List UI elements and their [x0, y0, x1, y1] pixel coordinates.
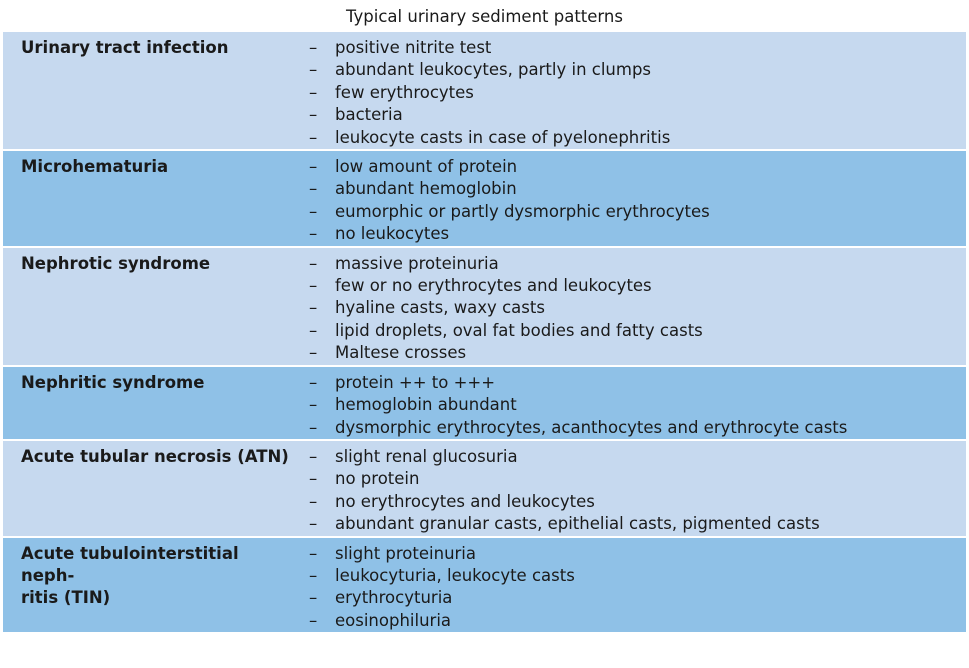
- condition-label: Acute tubular necrosis (ATN): [21, 446, 289, 466]
- finding-text: abundant leukocytes, partly in clumps: [335, 60, 652, 80]
- finding-text: few erythrocytes: [335, 82, 474, 102]
- table-title: Typical urinary sediment patterns: [346, 7, 623, 26]
- finding-item: [289, 491, 966, 513]
- finding-text: eumorphic or partly dysmorphic erythrocytes: [335, 201, 710, 221]
- table-row: [3, 248, 966, 367]
- condition-label: Nephrotic syndrome: [21, 253, 211, 273]
- table-row: [3, 32, 966, 151]
- finding-text: abundant hemoglobin: [335, 179, 517, 199]
- dash-bullet: –: [309, 469, 318, 489]
- finding-text: no erythrocytes and leukocytes: [335, 491, 595, 511]
- finding-item: [289, 127, 966, 149]
- dash-bullet: –: [309, 514, 318, 534]
- finding-item: [289, 253, 966, 275]
- finding-item: [289, 468, 966, 490]
- finding-item: [289, 59, 966, 81]
- finding-text: abundant granular casts, epithelial casts, pigmented casts: [335, 514, 820, 534]
- dash-bullet: –: [309, 127, 318, 147]
- finding-text: hyaline casts, waxy casts: [335, 298, 545, 318]
- dash-bullet: –: [309, 491, 318, 511]
- finding-text: slight proteinuria: [335, 543, 476, 563]
- finding-item: [289, 320, 966, 342]
- dash-bullet: –: [309, 82, 318, 102]
- finding-text: protein ++ to +++: [335, 372, 496, 392]
- finding-item: [289, 297, 966, 319]
- finding-text: erythrocyturia: [335, 588, 453, 608]
- finding-text: massive proteinuria: [335, 253, 499, 273]
- finding-text: slight renal glucosuria: [335, 446, 518, 466]
- dash-bullet: –: [309, 565, 318, 585]
- dash-bullet: –: [309, 157, 318, 177]
- finding-item: [289, 565, 966, 587]
- dash-bullet: –: [309, 395, 318, 415]
- finding-item: [289, 178, 966, 200]
- finding-item: [289, 82, 966, 104]
- condition-label: Microhematuria: [21, 157, 169, 177]
- finding-text: leukocyturia, leukocyte casts: [335, 565, 575, 585]
- dash-bullet: –: [309, 60, 318, 80]
- finding-item: [289, 201, 966, 223]
- condition-label: Urinary tract infection: [21, 38, 229, 57]
- finding-item: [289, 417, 966, 439]
- sediment-patterns-table: [3, 32, 966, 634]
- dash-bullet: –: [309, 343, 318, 363]
- dash-bullet: –: [309, 372, 318, 392]
- dash-bullet: –: [309, 276, 318, 296]
- dash-bullet: –: [309, 38, 318, 57]
- finding-item: [289, 513, 966, 535]
- finding-item: [289, 104, 966, 126]
- dash-bullet: –: [309, 610, 318, 630]
- dash-bullet: –: [309, 320, 318, 340]
- finding-item: [289, 610, 966, 632]
- finding-item: [289, 342, 966, 364]
- findings-list: [289, 37, 966, 149]
- table-row: [3, 151, 966, 248]
- finding-text: eosinophiluria: [335, 610, 452, 630]
- dash-bullet: –: [309, 298, 318, 318]
- dash-bullet: –: [309, 224, 318, 244]
- findings-list: [289, 372, 966, 439]
- findings-list: [289, 156, 966, 246]
- table-row: [3, 441, 966, 538]
- finding-text: no protein: [335, 469, 420, 489]
- findings-list: [289, 253, 966, 365]
- finding-text: bacteria: [335, 105, 403, 125]
- dash-bullet: –: [309, 253, 318, 273]
- findings-list: [289, 543, 966, 633]
- finding-text: lipid droplets, oval fat bodies and fatty casts: [335, 320, 703, 340]
- finding-item: [289, 275, 966, 297]
- finding-text: positive nitrite test: [335, 38, 492, 57]
- dash-bullet: –: [309, 446, 318, 466]
- dash-bullet: –: [309, 543, 318, 563]
- dash-bullet: –: [309, 105, 318, 125]
- finding-item: [289, 446, 966, 468]
- finding-text: Maltese crosses: [335, 343, 467, 363]
- finding-text: hemoglobin abundant: [335, 395, 517, 415]
- finding-item: [289, 37, 966, 59]
- findings-list: [289, 446, 966, 536]
- finding-item: [289, 394, 966, 416]
- condition-label: Acute tubulointerstitial neph- ritis (TIN): [21, 543, 239, 608]
- condition-label: Nephritic syndrome: [21, 372, 205, 392]
- dash-bullet: –: [309, 588, 318, 608]
- dash-bullet: –: [309, 417, 318, 437]
- finding-text: leukocyte casts in case of pyelonephritis: [335, 127, 671, 147]
- table-row: [3, 367, 966, 441]
- finding-item: [289, 372, 966, 394]
- finding-text: no leukocytes: [335, 224, 450, 244]
- finding-item: [289, 223, 966, 245]
- finding-item: [289, 587, 966, 609]
- finding-item: [289, 156, 966, 178]
- dash-bullet: –: [309, 179, 318, 199]
- finding-text: low amount of protein: [335, 157, 518, 177]
- finding-text: few or no erythrocytes and leukocytes: [335, 276, 652, 296]
- finding-text: dysmorphic erythrocytes, acanthocytes and erythrocyte casts: [335, 417, 848, 437]
- dash-bullet: –: [309, 201, 318, 221]
- finding-item: [289, 543, 966, 565]
- table-row: [3, 538, 966, 635]
